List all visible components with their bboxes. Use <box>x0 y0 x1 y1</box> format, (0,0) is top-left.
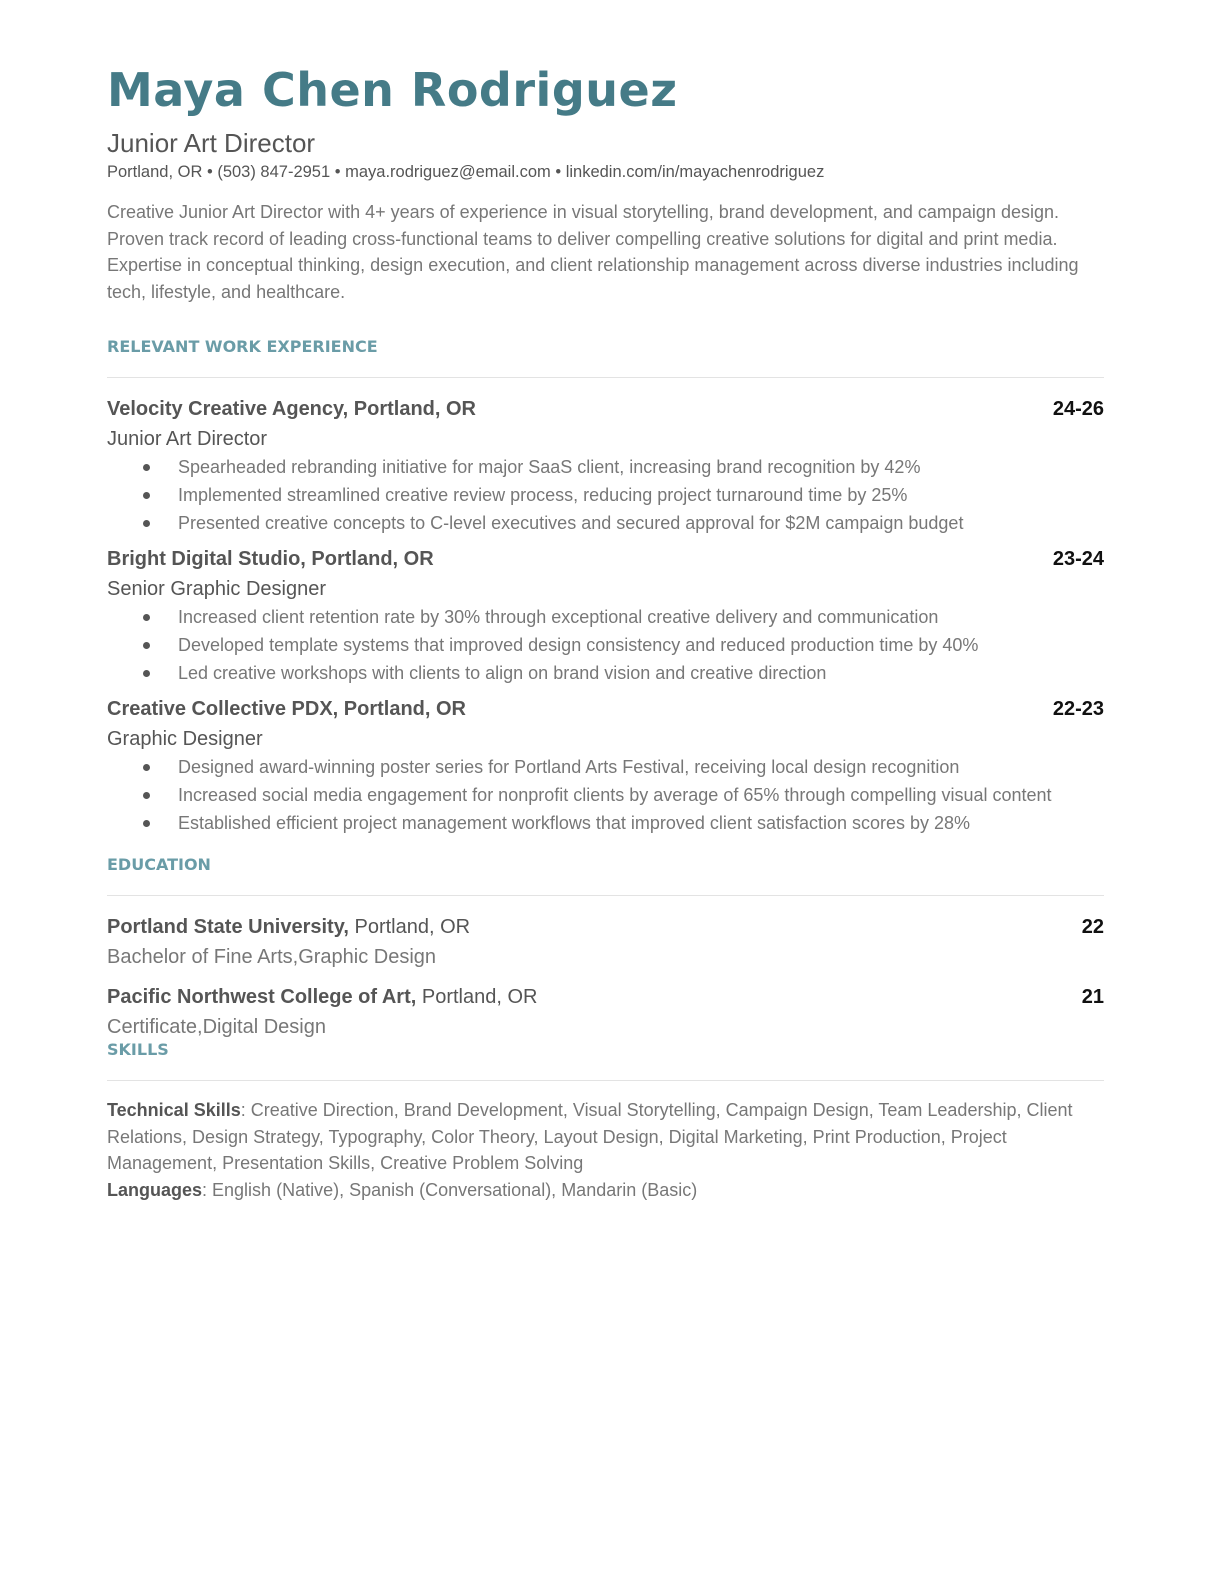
education-school-line <box>107 985 537 1009</box>
school-name: Portland State University, <box>107 916 349 938</box>
experience-section <box>107 337 1104 836</box>
job-entry <box>107 697 1104 836</box>
education-degree: Bachelor of Fine Arts,Graphic Design <box>107 946 437 968</box>
education-header <box>107 915 1104 939</box>
candidate-name: Maya Chen Rodriguez <box>107 63 678 117</box>
job-organization: Bright Digital Studio, Portland, OR <box>107 548 434 570</box>
technical-skills-text: : Creative Direction, Brand Development, Visual Storytelling, Campaign Design, Team Leadership, Client Relations, Design Strategy, Typography, Color Theory, Layout Design, Digital Marketing, Print Production, Project Management, Presentation Skills, Creative Problem Solving <box>107 1100 1073 1173</box>
professional-summary: Creative Junior Art Director with 4+ years of experience in visual storytelling, brand development, and campaign design. Proven track record of leading cross-functional teams to deliver compelling creative solutions for digital and print media. Expertise in conceptual thinking, design execution, and client relationship management across diverse industries including tech, lifestyle, and healthcare. <box>107 202 1079 302</box>
technical-skills-label: Technical Skills <box>107 1100 241 1120</box>
education-year: 22 <box>1081 916 1104 938</box>
job-role: Graphic Designer <box>107 728 263 750</box>
list-item: Increased client retention rate by 30% through exceptional creative delivery and communication <box>107 604 1104 630</box>
skills-heading: SKILLS <box>107 1040 169 1059</box>
education-divider <box>107 895 1104 896</box>
languages <box>107 1177 1104 1204</box>
experience-heading: RELEVANT WORK EXPERIENCE <box>107 337 378 356</box>
job-entry <box>107 547 1104 686</box>
candidate-title: Junior Art Director <box>107 128 316 158</box>
list-item: Designed award-winning poster series for Portland Arts Festival, receiving local design recognition <box>107 754 1104 780</box>
job-dates: 24-26 <box>1052 398 1104 420</box>
job-entry <box>107 397 1104 536</box>
experience-divider <box>107 377 1104 378</box>
list-item: Increased social media engagement for nonprofit clients by average of 65% through compelling visual content <box>107 782 1104 808</box>
job-role: Senior Graphic Designer <box>107 578 326 600</box>
education-degree: Certificate,Digital Design <box>107 1016 326 1038</box>
job-bullets <box>107 454 1104 536</box>
list-item: Implemented streamlined creative review process, reducing project turnaround time by 25% <box>107 482 1104 508</box>
job-dates: 23-24 <box>1052 548 1104 570</box>
job-dates: 22-23 <box>1052 698 1104 720</box>
languages-label: Languages <box>107 1179 203 1200</box>
contact-line: Portland, OR • (503) 847-2951 • maya.rodriguez@email.com • linkedin.com/in/mayachenrodriguez <box>107 163 825 181</box>
technical-skills <box>107 1097 1104 1177</box>
education-header <box>107 985 1104 1009</box>
languages-text: : English (Native), Spanish (Conversational), Mandarin (Basic) <box>202 1179 698 1200</box>
education-entry <box>107 985 1104 1040</box>
education-heading: EDUCATION <box>107 855 211 874</box>
education-entry <box>107 915 1104 970</box>
job-header <box>107 697 1104 721</box>
job-header <box>107 397 1104 421</box>
skills-section <box>107 1040 1104 1203</box>
education-school-line <box>107 915 470 939</box>
resume-page <box>107 62 1104 1203</box>
job-header <box>107 547 1104 571</box>
list-item: Spearheaded rebranding initiative for major SaaS client, increasing brand recognition by 42% <box>107 454 1104 480</box>
school-location: Portland, OR <box>416 986 538 1008</box>
job-bullets <box>107 754 1104 836</box>
school-location: Portland, OR <box>348 916 471 938</box>
list-item: Developed template systems that improved design consistency and reduced production time by 40% <box>107 632 1104 658</box>
job-role: Junior Art Director <box>107 428 268 450</box>
education-year: 21 <box>1081 986 1104 1008</box>
skills-divider <box>107 1080 1104 1081</box>
list-item: Presented creative concepts to C-level executives and secured approval for $2M campaign budget <box>107 510 1104 536</box>
job-bullets <box>107 604 1104 686</box>
list-item: Established efficient project management workflows that improved client satisfaction scores by 28% <box>107 810 1104 836</box>
list-item: Led creative workshops with clients to align on brand vision and creative direction <box>107 660 1104 686</box>
job-organization: Creative Collective PDX, Portland, OR <box>107 698 466 720</box>
education-section <box>107 855 1104 1040</box>
school-name: Pacific Northwest College of Art, <box>107 986 417 1008</box>
job-organization: Velocity Creative Agency, Portland, OR <box>107 398 477 420</box>
